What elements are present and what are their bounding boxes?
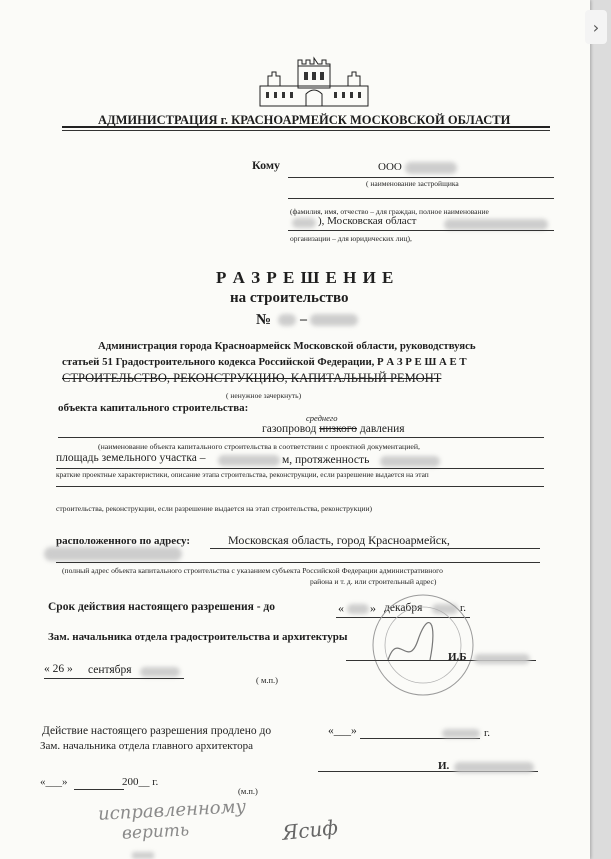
redacted-signer-1 [474, 654, 530, 664]
object-hint-1: (наименование объекта капитального строительства в соответствии с проектной документацией, [98, 442, 420, 451]
second-date-line [74, 789, 124, 790]
redacted-area [218, 455, 280, 466]
to-line [288, 177, 554, 178]
object-value-b: давления [357, 423, 405, 435]
city-emblem-icon [258, 56, 370, 108]
number-dash: – [300, 312, 307, 327]
intro-line-1: Администрация города Красноармейск Московской области, руководствуясь [98, 340, 476, 352]
to-label: Кому [252, 158, 281, 172]
address-value: Московская область, город Красноармейск, [228, 533, 450, 547]
to-value: ООО [378, 161, 402, 173]
handwritten-note-2: верить [121, 820, 190, 844]
signer-2: Зам. начальника отдела главного архитектора [40, 740, 253, 752]
object-struck: низкого [319, 423, 357, 435]
official-stamp [368, 590, 478, 700]
extension-date: «___» [328, 725, 357, 737]
redacted-signer-2 [454, 762, 534, 773]
number-label: № [256, 312, 272, 328]
object-hint-3: строительства, реконструкции, если разрешение выдается на этап строительства, реконструкции) [56, 504, 373, 513]
object-line [58, 437, 544, 438]
address-hint-2: района и т. д. или строительный адрес) [310, 577, 437, 586]
stamp-place-1: ( м.п.) [256, 675, 278, 685]
redacted-address-2 [444, 219, 548, 230]
document-subtitle: на строительство [230, 290, 349, 306]
area-line [56, 468, 544, 469]
to-address: ), Московская област [318, 215, 417, 227]
address-hint-1: (полный адрес объекта капитального строительства с указанием субъекта Российской Федерации административного [62, 566, 443, 575]
address-line [210, 548, 540, 549]
to-line-3 [288, 230, 554, 231]
second-date-year: 200__ г. [122, 776, 159, 788]
redacted-number-2 [310, 314, 358, 326]
object-hint-line [56, 486, 544, 487]
extension-line [360, 738, 480, 739]
extension-label: Действие настоящего разрешения продлено до [42, 725, 272, 737]
signature-mark: Ясиф [280, 815, 339, 845]
signer-1: Зам. начальника отдела градостроительства и архитектуры [48, 631, 348, 643]
redacted-length [380, 456, 440, 467]
redacted-issue-year [140, 667, 180, 677]
address-line-2 [56, 562, 540, 563]
redacted-number-1 [278, 314, 296, 326]
header-bottom-rule [62, 130, 550, 131]
to-hint: ( наименование застройщика [366, 179, 459, 188]
issue-date-line [44, 678, 184, 679]
redacted-address-3 [44, 547, 182, 561]
intro-line-2: статьей 51 Градостроительного кодекса Российской Федерации, Р А З Р Е Ш А Е Т [62, 356, 467, 368]
validity-open-quote: « [338, 601, 344, 615]
signer-2-name: И. [438, 760, 450, 772]
redacted-address-1 [292, 218, 316, 228]
next-page-button[interactable]: › [585, 10, 607, 44]
area-label: площадь земельного участка – [56, 452, 206, 464]
object-correction: среднего [306, 413, 338, 423]
area-mid: м, протяженность [282, 454, 370, 466]
redacted-extension [442, 729, 480, 738]
redacted-validity-day [347, 604, 369, 614]
signer-1-name: И.Б [448, 651, 467, 663]
object-value-a: газопровод [262, 423, 320, 435]
works-struck: СТРОИТЕЛЬСТВО, РЕКОНСТРУКЦИЮ, КАПИТАЛЬНЫЙ РЕМОНТ [62, 371, 442, 385]
validity-label: Срок действия настоящего разрешения - до [48, 601, 275, 613]
validity-year-suffix: г. [460, 602, 467, 614]
address-label: расположенного по адресу: [56, 535, 190, 547]
stamp-place-2: (м.п.) [238, 786, 258, 796]
object-value [262, 423, 405, 435]
second-date: «___» [40, 776, 68, 788]
validity-close-quote: » [370, 601, 376, 615]
validity-month: декабря [384, 602, 423, 614]
extension-suffix: г. [484, 727, 491, 739]
object-hint-2: краткие проектные характеристики, описание этапа строительства, реконструкции, если разрешение выдается на этап [56, 470, 429, 479]
redacted-corner [132, 852, 154, 859]
to-hint-2: (фамилия, имя, отчество – для граждан, полное наименование [290, 207, 489, 216]
to-hint-3: организации – для юридических лиц), [290, 234, 412, 243]
issue-date-month: сентября [88, 664, 132, 676]
object-label: объекта капитального строительства: [58, 402, 249, 414]
issue-date-day: « 26 » [44, 663, 73, 675]
works-hint: ( ненужное зачеркнуть) [226, 391, 302, 400]
issuer-header: АДМИНИСТРАЦИЯ г. КРАСНОАРМЕЙСК МОСКОВСКОЙ ОБЛАСТИ [98, 113, 511, 127]
document-title: Р А З Р Е Ш Е Н И Е [216, 268, 395, 287]
redacted-recipient [405, 162, 457, 174]
to-line-2 [288, 198, 554, 199]
handwritten-note-1: исправленному [97, 796, 247, 825]
